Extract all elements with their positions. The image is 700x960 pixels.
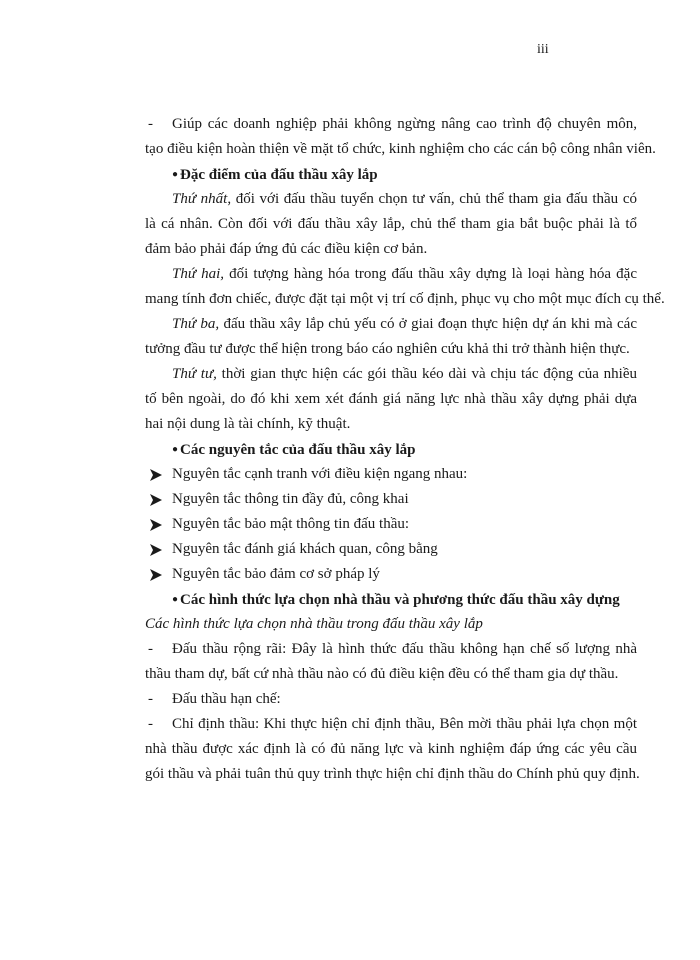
- paragraph-fourth-line-3: hai nội dung là tài chính, kỹ thuật.: [145, 416, 351, 432]
- paragraph-first-line-1: [145, 187, 637, 212]
- paragraph-second-line-2: mang tính đơn chiếc, được đặt tại một vị trí cố định, phục vụ cho một mục đích cụ thể.: [145, 291, 665, 307]
- paragraph-third-line-1: [145, 312, 637, 337]
- section-subtitle: Các hình thức lựa chọn nhà thầu trong đấu thầu xây lắp: [145, 616, 483, 632]
- section-title: Các nguyên tắc của đấu thầu xây lắp: [180, 442, 416, 458]
- paragraph-text: đấu thầu xây lắp chủ yếu có ở giai đoạn thực hiện dự án khi mà các: [223, 316, 637, 332]
- intro-text-1: Giúp các doanh nghiệp phải không ngừng nâng cao trình độ chuyên môn,: [172, 116, 637, 132]
- principle-item: [145, 487, 637, 512]
- arrow-bullet-icon: [150, 569, 172, 581]
- section-title: Các hình thức lựa chọn nhà thầu và phương thức đấu thầu xây dựng: [180, 592, 620, 608]
- paragraph-text: , đối với đấu thầu tuyển chọn tư vấn, chủ thể tham gia đấu thầu có: [227, 191, 637, 207]
- arrow-bullet-icon: [150, 519, 172, 531]
- form-item-text-continued: gói thầu và phải tuân thủ quy trình thực hiện chỉ định thầu do Chính phủ quy định.: [145, 766, 640, 782]
- page-number: iii: [537, 42, 549, 57]
- arrow-bullet-icon: [150, 494, 172, 506]
- form-item-text: Chỉ định thầu: Khi thực hiện chỉ định thầu, Bên mời thầu phải lựa chọn một: [172, 716, 637, 732]
- form-item-text: Đấu thầu hạn chế:: [172, 691, 281, 707]
- principle-item: [145, 462, 637, 487]
- dash-marker: -: [148, 716, 153, 732]
- principle-text: Nguyên tắc bảo mật thông tin đấu thầu:: [172, 516, 410, 532]
- section-heading-characteristics: [145, 162, 637, 187]
- principle-item: [145, 537, 637, 562]
- bullet-icon: ●: [172, 169, 179, 180]
- form-item-limited-bidding: [145, 687, 637, 712]
- lead-word: Thứ hai,: [172, 266, 225, 282]
- principle-text: Nguyên tắc bảo đảm cơ sở pháp lý: [172, 566, 380, 582]
- form-item-open-bidding: [145, 637, 637, 662]
- paragraph-first-line-3: đảm bảo phải đáp ứng đủ các điều kiện cơ bản.: [145, 241, 428, 257]
- dash-marker: -: [148, 691, 153, 707]
- intro-text-2: tạo điều kiện hoàn thiện về mặt tổ chức, kinh nghiệm cho các cán bộ công nhân viên.: [145, 141, 656, 157]
- paragraph-text: thời gian thực hiện các gói thầu kéo dài và chịu tác động của nhiều: [221, 366, 637, 382]
- section-heading-principles: [145, 437, 637, 462]
- paragraph-fourth-line-2: tố bên ngoài, do đó khi xem xét đánh giá năng lực nhà thầu xây dựng phải dựa: [145, 391, 637, 407]
- form-item-direct-appointment: [145, 712, 637, 737]
- document-body: [145, 112, 665, 787]
- intro-line-1: [145, 112, 637, 137]
- principle-text: Nguyên tắc cạnh tranh với điều kiện ngang nhau:: [172, 466, 468, 482]
- principle-item: [145, 562, 637, 587]
- form-item-text: Đấu thầu rộng rãi: Đây là hình thức đấu thầu không hạn chế số lượng nhà: [172, 641, 637, 657]
- form-item-text-continued: thầu tham dự, bất cứ nhà thầu nào có đủ điều kiện đều có thể tham gia dự thầu.: [145, 666, 619, 682]
- paragraph-third-line-2: tưởng đầu tư được thể hiện trong báo cáo nghiên cứu khả thi trở thành hiện thực.: [145, 341, 630, 357]
- form-item-text-continued: nhà thầu được xác định là có đủ năng lực và kinh nghiệm đáp ứng các yêu cầu: [145, 741, 637, 757]
- lead-word: Thứ tư,: [172, 366, 217, 382]
- section-title: Đặc điểm của đấu thầu xây lắp: [180, 167, 378, 183]
- principle-text: Nguyên tắc đánh giá khách quan, công bằng: [172, 541, 438, 557]
- principle-text: Nguyên tắc thông tin đầy đủ, công khai: [172, 491, 409, 507]
- bullet-icon: ●: [172, 444, 179, 455]
- principle-item: [145, 512, 637, 537]
- paragraph-second-line-1: [145, 262, 637, 287]
- bullet-icon: ●: [172, 594, 179, 605]
- arrow-bullet-icon: [150, 544, 172, 556]
- section-heading-forms: [145, 587, 637, 612]
- paragraph-first-line-2: là cá nhân. Còn đối với đấu thầu xây lắp, chủ thể tham gia bắt buộc phải là tổ: [145, 216, 637, 232]
- dash-marker: -: [148, 116, 153, 132]
- dash-marker: -: [148, 641, 153, 657]
- lead-word: Thứ nhất: [172, 191, 228, 207]
- paragraph-fourth-line-1: [145, 362, 637, 387]
- arrow-bullet-icon: [150, 469, 172, 481]
- paragraph-text: đối tượng hàng hóa trong đấu thầu xây dựng là loại hàng hóa đặc: [229, 266, 637, 282]
- lead-word: Thứ ba,: [172, 316, 220, 332]
